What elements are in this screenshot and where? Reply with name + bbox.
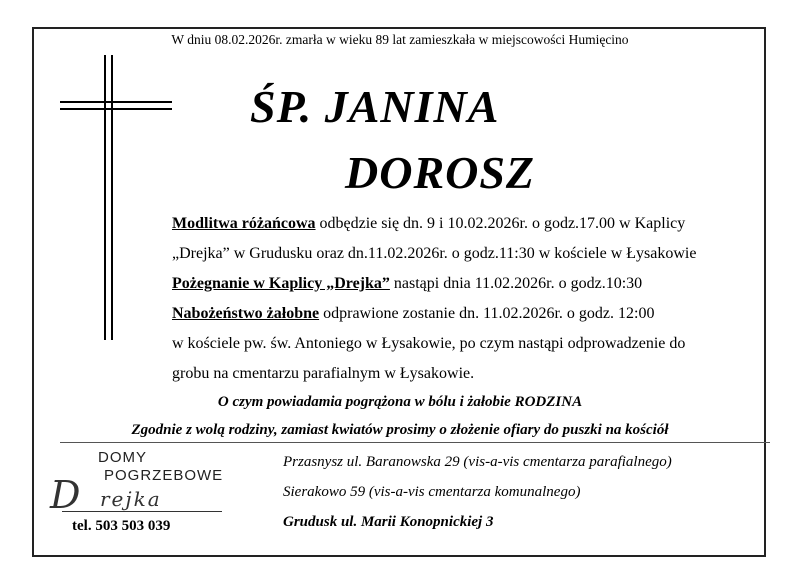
logo-domy: DOMY <box>98 449 147 466</box>
address-sierakowo: Sierakowo 59 (vis-a-vis cmentarza komunalnego) <box>283 484 581 500</box>
rosary-text: odbędzie się dn. 9 i 10.02.2026r. o godz.17.00 w Kaplicy <box>315 215 686 232</box>
death-announcement-header: W dniu 08.02.2026r. zmarła w wieku 89 lat zamieszkała w miejscowości Humięcino <box>171 32 629 47</box>
donation-notice: Zgodnie z wolą rodziny, zamiast kwiatów prosimy o złożenie ofiary do puszki na kościół <box>131 422 669 438</box>
deceased-last-name: DOROSZ <box>345 147 536 198</box>
body-line-church: w kościele pw. św. Antoniego w Łysakowie, po czym nastąpi odprowadzenie do <box>172 335 686 352</box>
logo-pogrzebowe: POGRZEBOWE <box>104 467 224 484</box>
logo-initial: D <box>50 473 81 517</box>
address-przasnysz: Przasnysz ul. Baranowska 29 (vis-a-vis cmentarza parafialnego) <box>283 454 672 470</box>
body-line-rosary <box>172 215 685 233</box>
divider <box>60 442 770 443</box>
family-notice: O czym powiadamia pogrążona w bólu i żałobie RODZINA <box>217 394 583 410</box>
body-line-mass <box>172 305 654 323</box>
logo-underline <box>62 511 222 512</box>
rosary-heading: Modlitwa różańcowa <box>172 215 316 232</box>
phone-number: tel. 503 503 039 <box>72 518 171 534</box>
mass-heading: Nabożeństwo żałobne <box>172 305 320 322</box>
mass-text: odprawione zostanie dn. 11.02.2026r. o godz. 12:00 <box>319 305 655 322</box>
cross-icon-horizontal <box>60 101 172 110</box>
logo-name: rejka <box>100 487 162 511</box>
farewell-heading: Pożegnanie w Kaplicy „Drejka” <box>172 275 390 292</box>
deceased-first-name: ŚP. JANINA <box>250 81 500 132</box>
cross-icon-vertical <box>104 55 113 340</box>
body-line-chapel: „Drejka” w Grudusku oraz dn.11.02.2026r. o godz.11:30 w kościele w Łysakowie <box>172 245 697 262</box>
address-grudusk: Grudusk ul. Marii Konopnickiej 3 <box>283 514 494 530</box>
farewell-text: nastąpi dnia 11.02.2026r. o godz.10:30 <box>389 275 643 292</box>
body-line-farewell <box>172 275 642 293</box>
body-line-cemetery: grobu na cmentarzu parafialnym w Łysakowie. <box>172 365 475 382</box>
